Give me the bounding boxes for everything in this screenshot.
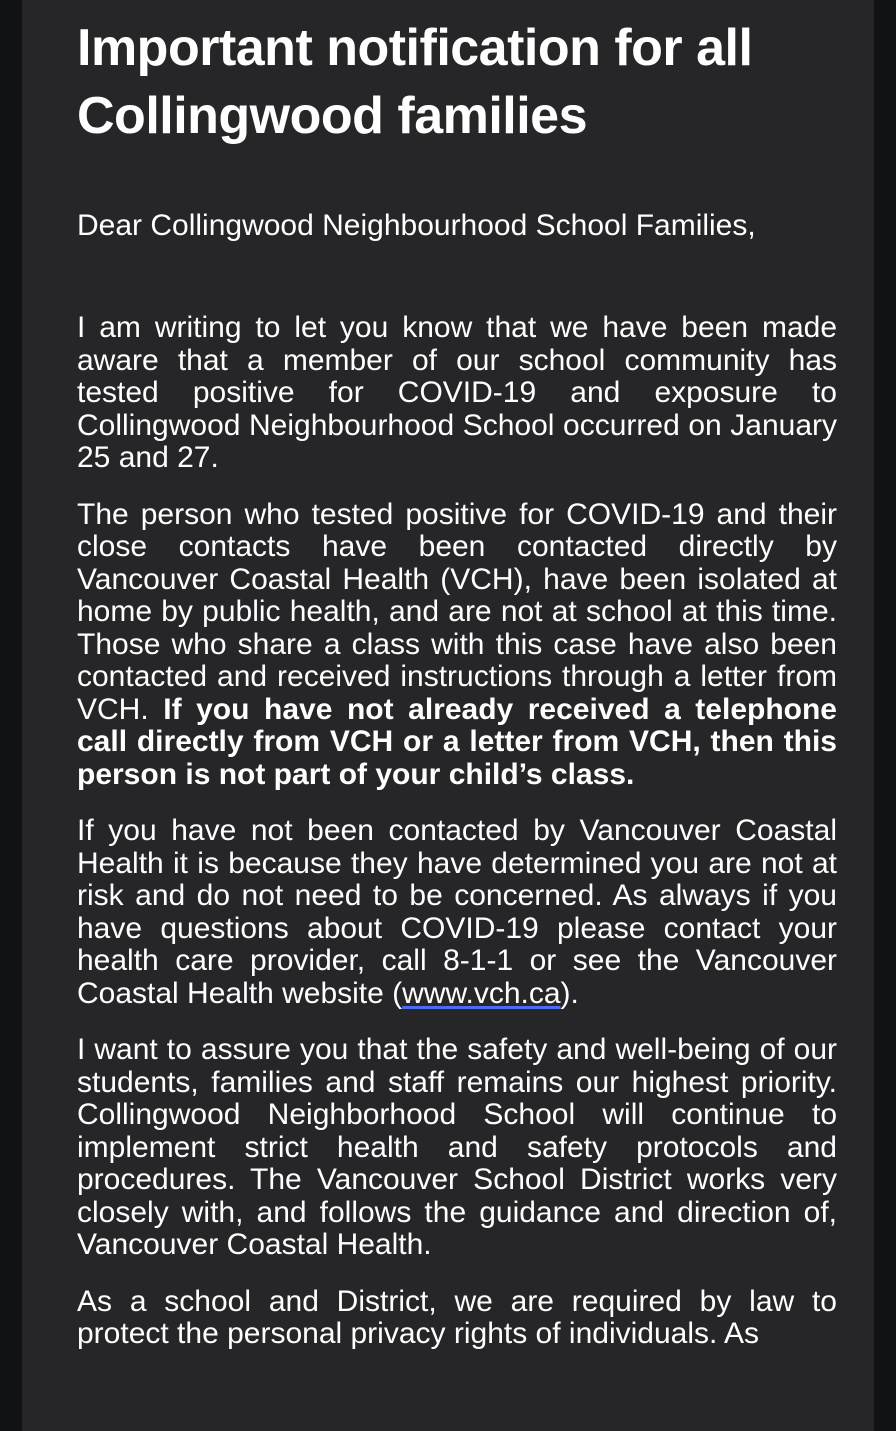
vch-website-link[interactable]: www.vch.ca	[402, 976, 561, 1010]
paragraph-privacy: As a school and District, we are required by law to protect the personal privacy rights of individuals. As	[77, 1284, 837, 1350]
paragraph-contacts-bold: If you have not already received a telephone call directly from VCH or a letter from VCH, then this person is not part of your child’s class.	[77, 692, 837, 791]
paragraph-contacts-text: The person who tested positive for COVID-19 and their close contacts have been contacted directly by Vancouver Coastal Health (VCH), have been isolated at home by public health, and are not at school at this time. Those who share a class with this case have also been contacted and received instructions through a letter from VCH.	[77, 497, 837, 726]
paragraph-not-contacted	[77, 815, 837, 1010]
paragraph-not-contacted-end: ).	[560, 976, 579, 1010]
paragraph-not-contacted-text: If you have not been contacted by Vancouver Coastal Health it is because they have determined you are not at risk and do not need to be concerned. As always if you have questions about COVID-19 please contact your health care provider, call 8-1-1 or see the Vancouver Coastal Health website (	[77, 814, 837, 1010]
paragraph-contacts	[77, 499, 837, 792]
letter-content	[77, 14, 837, 1351]
paragraph-safety: I want to assure you that the safety and well-being of our students, families and staff remains our highest priority. Collingwood Neighborhood School will continue to implement strict health and safety protocols and procedures. The Vancouver School District works very closely with, and follows the guidance and direction of, Vancouver Coastal Health.	[77, 1033, 837, 1261]
page-title: Important notification for all Collingwood families	[77, 19, 753, 145]
paragraph-exposure: I am writing to let you know that we have been made aware that a member of our school community has tested positive for COVID-19 and exposure to Collingwood Neighbourhood School occurred on January 25 and 27.	[77, 311, 837, 474]
salutation: Dear Collingwood Neighbourhood School Families,	[77, 209, 756, 242]
